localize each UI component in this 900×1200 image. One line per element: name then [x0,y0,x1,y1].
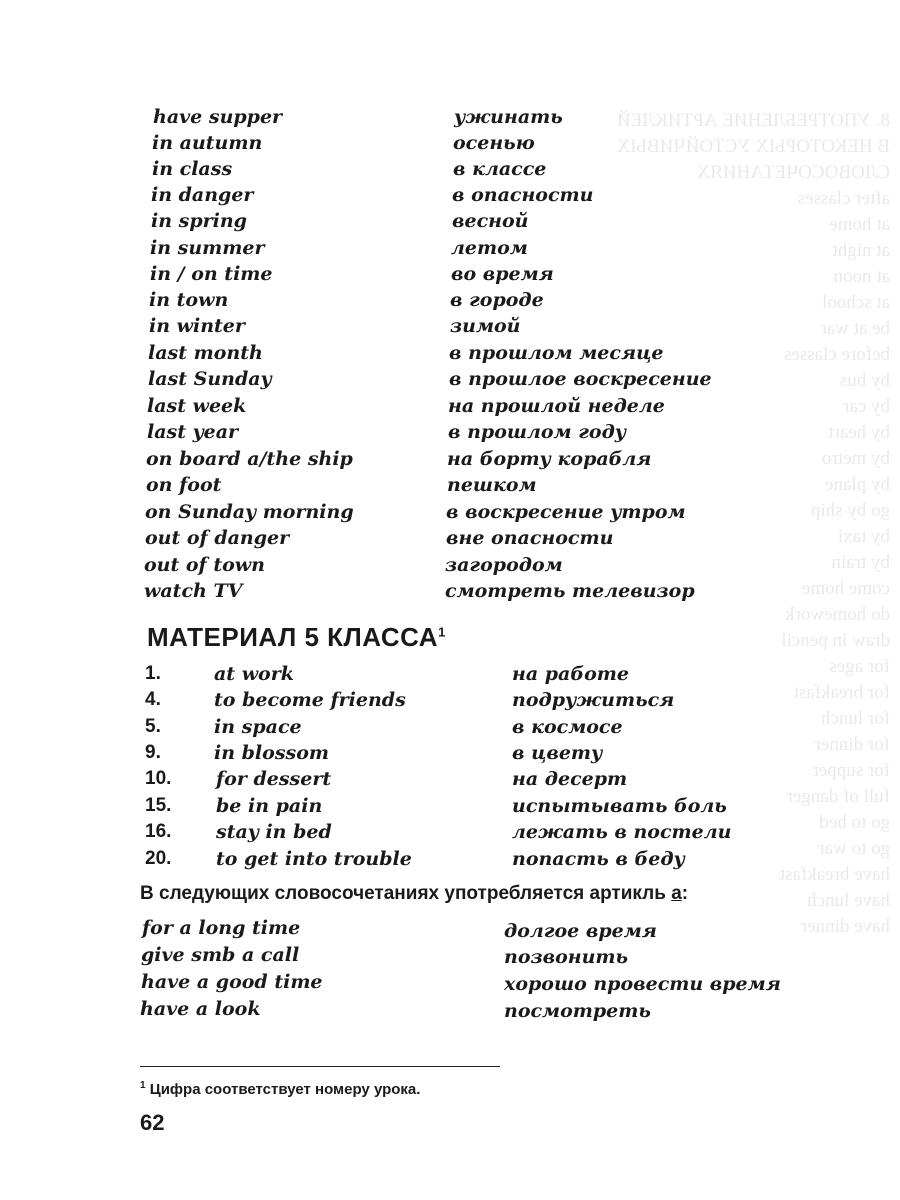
phrase-en: have a look [140,998,261,1020]
phrase-en: in blossom [214,742,329,764]
phrase-ru: осенью [453,132,535,154]
phrase-ru: ужинать [454,106,563,128]
bleed-line: for supper [812,760,890,781]
bleed-line: after classes [797,188,890,209]
footnote-text: Цифра соответствует номеру урока. [149,1081,421,1098]
phrase-ru: в воскресение утром [446,501,686,523]
page-number: 62 [140,1110,165,1135]
article-intro [140,883,688,905]
bleed-line: draw in pencil [781,630,890,651]
bleed-line: before classes [783,344,890,365]
phrase-en: in spring [151,210,247,232]
footnote-divider [140,1066,500,1067]
lesson-number: 5. [145,716,161,737]
bleed-line: by train [831,552,890,573]
phrase-en: have a good time [141,971,323,993]
bleed-line: for breakfast [793,682,890,703]
phrase-ru: смотреть телевизор [445,580,695,602]
phrase-en: at work [214,663,294,685]
lesson-number: 20. [145,848,172,869]
phrase-ru: загородом [445,554,563,576]
lesson-number: 9. [145,742,161,763]
phrase-en: for a long time [142,917,301,939]
lesson-number: 4. [145,689,161,710]
bleed-line: go to war [818,838,890,859]
phrase-ru: в прошлое воскресение [449,368,712,390]
phrase-en: for dessert [216,768,332,790]
bleed-line: do homework [784,604,890,625]
footnote-mark: 1 [438,624,446,640]
bleed-line: at night [832,240,890,261]
bleed-line: come home [801,578,890,599]
lesson-number: 1. [145,663,161,684]
phrase-ru: лежать в постели [512,821,732,843]
phrase-ru: в классе [453,158,547,180]
phrase-en: out of town [144,554,265,576]
phrase-en: on foot [146,474,222,496]
phrase-ru: в городе [450,289,544,311]
phrase-en: in winter [149,315,245,337]
phrase-en: to get into trouble [216,848,412,870]
phrase-en: in / on time [150,263,273,285]
bleed-line: go to bed [819,812,890,833]
phrase-en: in summer [150,237,265,259]
lesson-number: 10. [145,768,172,789]
phrase-ru: испытывать боль [512,795,727,817]
article-colon: : [681,883,689,904]
phrase-en: in autumn [152,132,263,154]
bleed-line: go by ship [810,500,890,521]
bleed-line: by bus [839,370,890,391]
phrase-en: stay in bed [216,821,332,843]
bleed-line: 8. УПОТРЕБЛЕНИЕ АРТИКЛЕЙ [616,110,890,131]
bleed-line: be at war [820,318,890,339]
phrase-en: give smb a call [141,944,300,966]
phrase-ru: попасть в беду [512,848,685,870]
phrase-ru: в прошлом году [448,421,627,443]
bleed-line: at school [821,292,890,313]
phrase-en: in class [152,158,233,180]
phrase-en: in space [214,716,302,738]
article-letter: a [671,883,682,904]
phrase-en: be in pain [216,795,323,817]
lesson-number: 16. [145,821,172,842]
bleed-line: by taxi [837,526,890,547]
bleed-line: by car [843,396,890,417]
phrase-en: on board a/the ship [146,448,353,470]
bleed-line: have breakfast [779,864,890,885]
phrase-ru: во время [451,263,554,285]
phrase-ru: в прошлом месяце [449,342,664,364]
bleed-line: by plane [825,474,890,495]
phrase-en: last year [147,421,239,443]
bleed-line: for dinner [814,734,890,755]
phrase-en: last Sunday [148,368,272,390]
phrase-ru: в цвету [512,742,603,764]
phrase-en: watch TV [144,580,243,602]
phrase-ru: позвонить [504,946,629,968]
phrase-ru: подружиться [512,689,675,711]
bleed-line: have dinner [800,916,890,937]
phrase-ru: пешком [447,474,537,496]
bleed-line: at noon [833,266,890,287]
phrase-ru: весной [452,210,529,232]
phrase-en: have supper [153,106,283,128]
footnote [140,1080,420,1098]
phrase-ru: посмотреть [504,1000,651,1022]
phrase-ru: на работе [512,663,629,685]
article-intro-text: В следующих словосочетаниях употребляется артикль [140,883,672,904]
bleed-line: for ages [829,656,890,677]
bleed-line: by metro [821,448,890,469]
phrase-ru: в опасности [452,184,594,206]
phrase-ru: на десерт [512,768,628,790]
bleed-line: В НЕКОТОРЫХ УСТОЙЧИВЫХ [616,136,890,157]
phrase-en: last week [147,395,247,417]
bleed-line: СЛОВОСОЧЕТАНИЯХ [696,162,890,183]
bleed-line: by heart [828,422,890,443]
bleed-line: have lunch [807,890,890,911]
phrase-ru: долгое время [504,920,657,942]
phrase-en: out of danger [145,527,290,549]
phrase-ru: вне опасности [446,527,614,549]
bleed-line: for lunch [820,708,890,729]
bleed-line: at home [829,214,890,235]
phrase-en: to become friends [214,689,406,711]
phrase-en: last month [148,342,263,364]
footnote-number: 1 [140,1080,146,1091]
section-title: МАТЕРИАЛ 5 КЛАССА [147,622,439,652]
phrase-ru: на прошлой неделе [448,395,665,417]
lesson-number: 15. [145,795,172,816]
phrase-en: on Sunday morning [145,501,354,523]
phrase-en: in town [149,289,229,311]
phrase-ru: зимой [450,315,521,337]
phrase-ru: в космосе [512,716,623,738]
phrase-ru: на борту корабля [447,448,652,470]
bleed-line: full of danger [786,786,890,807]
section-heading [147,622,446,653]
phrase-en: in danger [151,184,254,206]
phrase-ru: летом [451,237,528,259]
phrase-ru: хорошо провести время [504,973,781,995]
